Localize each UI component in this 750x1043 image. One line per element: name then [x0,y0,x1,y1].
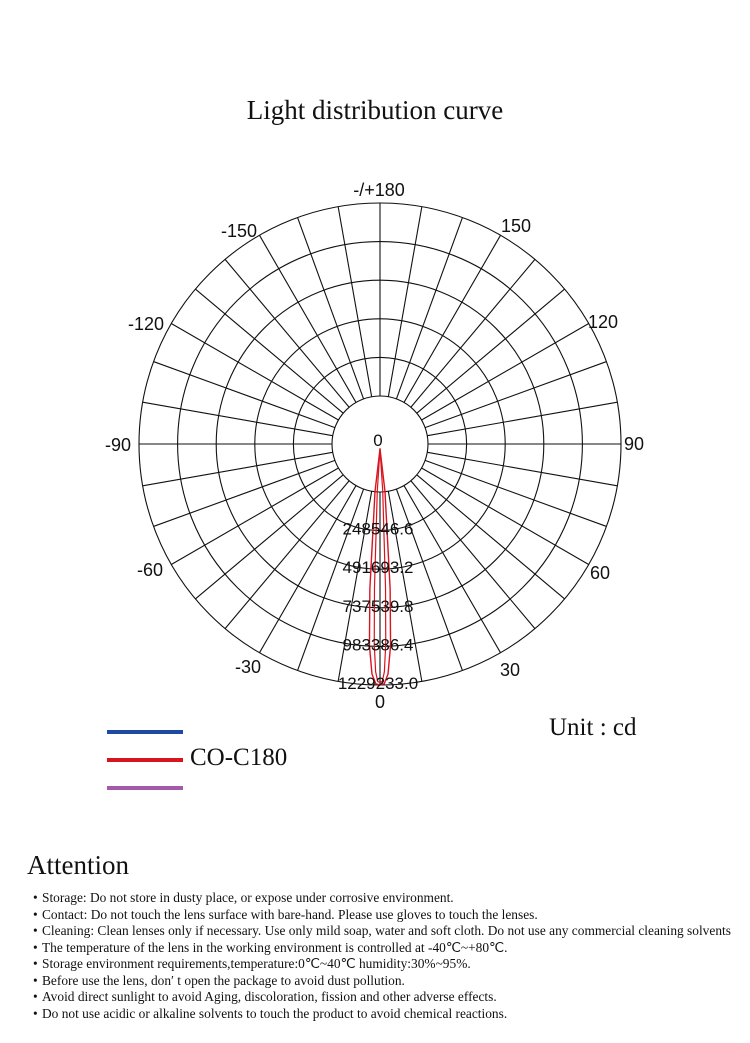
grid-spoke [143,402,333,436]
attention-list [33,890,733,1022]
grid-spoke [195,289,343,413]
angle-label-lower-right: 60 [589,563,611,583]
grid-spoke [425,362,606,428]
attention-item-temperature: • The temperature of the lens in the working environment is controlled at -40℃~+80℃. [33,940,733,957]
legend-swatch-red [107,758,183,762]
grid-spoke [425,460,606,526]
angle-label-bottom-right: 30 [499,660,521,680]
attention-item-contact: • Contact: Do not touch the lens surface with bare-hand. Please use gloves to touch the lenses. [33,907,733,924]
attention-item-sunlight: • Avoid direct sunlight to avoid Aging, discoloration, fission and other adverse effects. [33,989,733,1006]
attention-item-storage-environment: • Storage environment requirements,temperature:0℃~40℃ humidity:30%~95%. [33,956,733,973]
attention-item-solvents: • Do not use acidic or alkaline solvents to touch the product to avoid chemical reactions. [33,1006,733,1023]
legend-swatch-purple [107,786,183,790]
angle-label-right: 90 [623,434,645,454]
grid-spoke [411,481,535,629]
angle-label-top-right: 150 [500,216,532,236]
angle-label-upper-right: 120 [587,312,619,332]
angle-label-lower-left: -60 [136,560,164,580]
angle-label-top: -/+180 [353,180,405,200]
grid-spoke [338,207,372,397]
attention-item-storage: • Storage: Do not store in dusty place, or expose under corrosive environment. [33,890,733,907]
angle-label-top-left: -150 [220,221,258,241]
unit-label: Unit : cd [549,714,637,741]
angle-label-left: -90 [104,435,132,455]
attention-item-packaging: • Before use the lens, don′ t open the package to avoid dust pollution. [33,973,733,990]
grid-spoke [417,289,565,413]
grid-spoke [396,218,462,399]
radial-tick-label: 737539.8 [342,596,414,616]
grid-spoke [427,452,617,486]
legend-swatch-blue [107,730,183,734]
grid-spoke [298,218,364,399]
grid-spoke [225,481,349,629]
radial-tick-label: 491693.2 [342,558,414,578]
angle-label-upper-left: -120 [127,314,165,334]
grid-spoke [143,452,333,486]
grid-spoke [411,259,535,407]
radial-tick-label: 983386.4 [342,635,414,655]
angle-label-bottom-left: -30 [234,657,262,677]
legend-label: CO-C180 [190,744,288,771]
attention-item-cleaning: • Cleaning: Clean lenses only if necessary. Use only mild soap, water and soft cloth. Do not use any commercial cleaning solvents [33,923,733,940]
radial-tick-label: 248546.6 [342,519,414,539]
grid-spoke [225,259,349,407]
radial-tick-label: 1229233.0 [337,674,419,693]
grid-spoke [154,362,335,428]
grid-spoke [195,475,343,599]
grid-spoke [427,402,617,436]
angle-label-bottom: 0 [374,692,386,712]
attention-heading: Attention [27,850,129,880]
grid-spoke [154,460,335,526]
radial-tick-label: 0 [373,431,383,450]
grid-spoke [388,207,422,397]
chart-title: Light distribution curve [246,95,504,125]
grid-spoke [417,475,565,599]
